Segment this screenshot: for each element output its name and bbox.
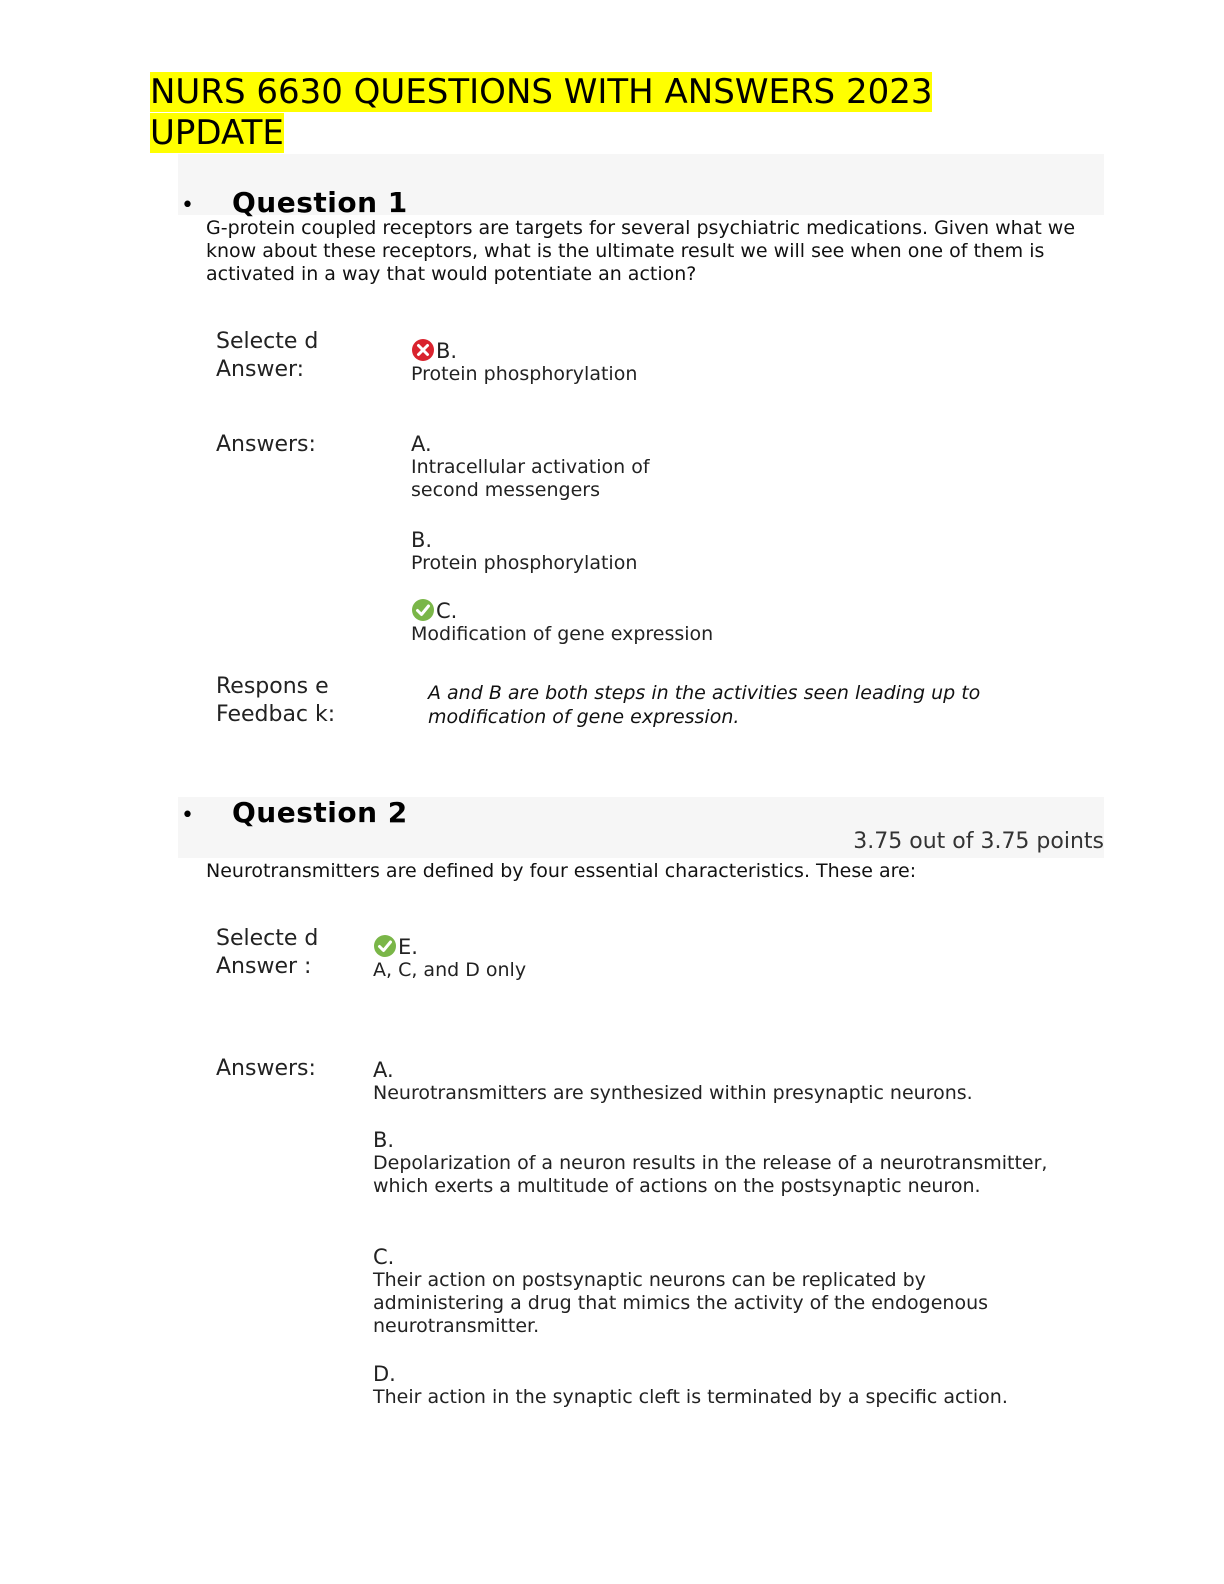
answer-letter: C. [436,599,458,623]
document-title-text: NURS 6630 QUESTIONS WITH ANSWERS 2023 UPDATE [150,72,933,153]
question-1-answer-c [411,598,1011,646]
question-1-selected-answer [411,338,1011,386]
check-icon [411,598,435,622]
question-2-answers-label: Answers: [216,1056,316,1081]
question-1-title: Question 1 [232,186,408,219]
answer-text: Modification of gene expression [411,623,714,645]
question-2-text: Neurotransmitters are defined by four essential characteristics. These are: [206,860,917,882]
question-2-selected-answer [373,934,973,982]
question-2-answer-a [373,1058,1093,1105]
question-2-selected-label: Selecte d Answer : [216,926,319,979]
question-1-selected-letter: B. [436,339,458,363]
answer-letter: B. [411,528,433,552]
question-1-feedback: A and B are both steps in the activities seen leading up to modification of gene expression. [428,682,981,728]
answer-letter: C. [373,1245,395,1269]
question-2-answer-b [373,1128,1063,1198]
question-1-text: G-protein coupled receptors are targets for several psychiatric medications. Given what we know about these receptors, what is the ultimate result we will see when one of them is activated in a way that would potentiate an action? [206,217,1076,285]
answer-text: Depolarization of a neuron results in the release of a neurotransmitter, which exerts a multitude of actions on the postsynaptic neuron. [373,1152,1048,1197]
question-1-answer-b [411,528,1011,575]
question-1-answers-label: Answers: [216,432,316,457]
question-1-feedback-label: Respons e Feedbac k: [216,674,336,727]
answer-text: Their action in the synaptic cleft is terminated by a specific action. [373,1386,1008,1408]
question-2-bullet: • [181,803,194,828]
answer-text: Their action on postsynaptic neurons can be replicated by administering a drug that mimics the activity of the endogenous neurotransmitter. [373,1269,989,1337]
answer-text: Protein phosphorylation [411,552,638,574]
question-2-selected-text: A, C, and D only [373,959,527,981]
check-icon [373,934,397,958]
question-2-title: Question 2 [232,796,408,829]
question-1-answer-a [411,432,711,502]
question-1-selected-text: Protein phosphorylation [411,363,638,385]
answer-letter: A. [373,1058,394,1082]
question-2-points: 3.75 out of 3.75 points [853,829,1104,854]
answer-letter: B. [373,1128,395,1152]
document-title [150,72,1010,154]
question-2-selected-letter: E. [398,935,418,959]
answer-letter: A. [411,432,432,456]
answer-text: Neurotransmitters are synthesized within presynaptic neurons. [373,1082,973,1104]
question-1-selected-label: Selecte d Answer: [216,329,319,382]
answer-text: Intracellular activation of second messengers [411,456,650,501]
question-2-answer-c [373,1245,1033,1338]
x-icon [411,338,435,362]
question-2-answer-d [373,1362,1053,1409]
question-1-bullet: • [181,193,194,218]
answer-letter: D. [373,1362,396,1386]
